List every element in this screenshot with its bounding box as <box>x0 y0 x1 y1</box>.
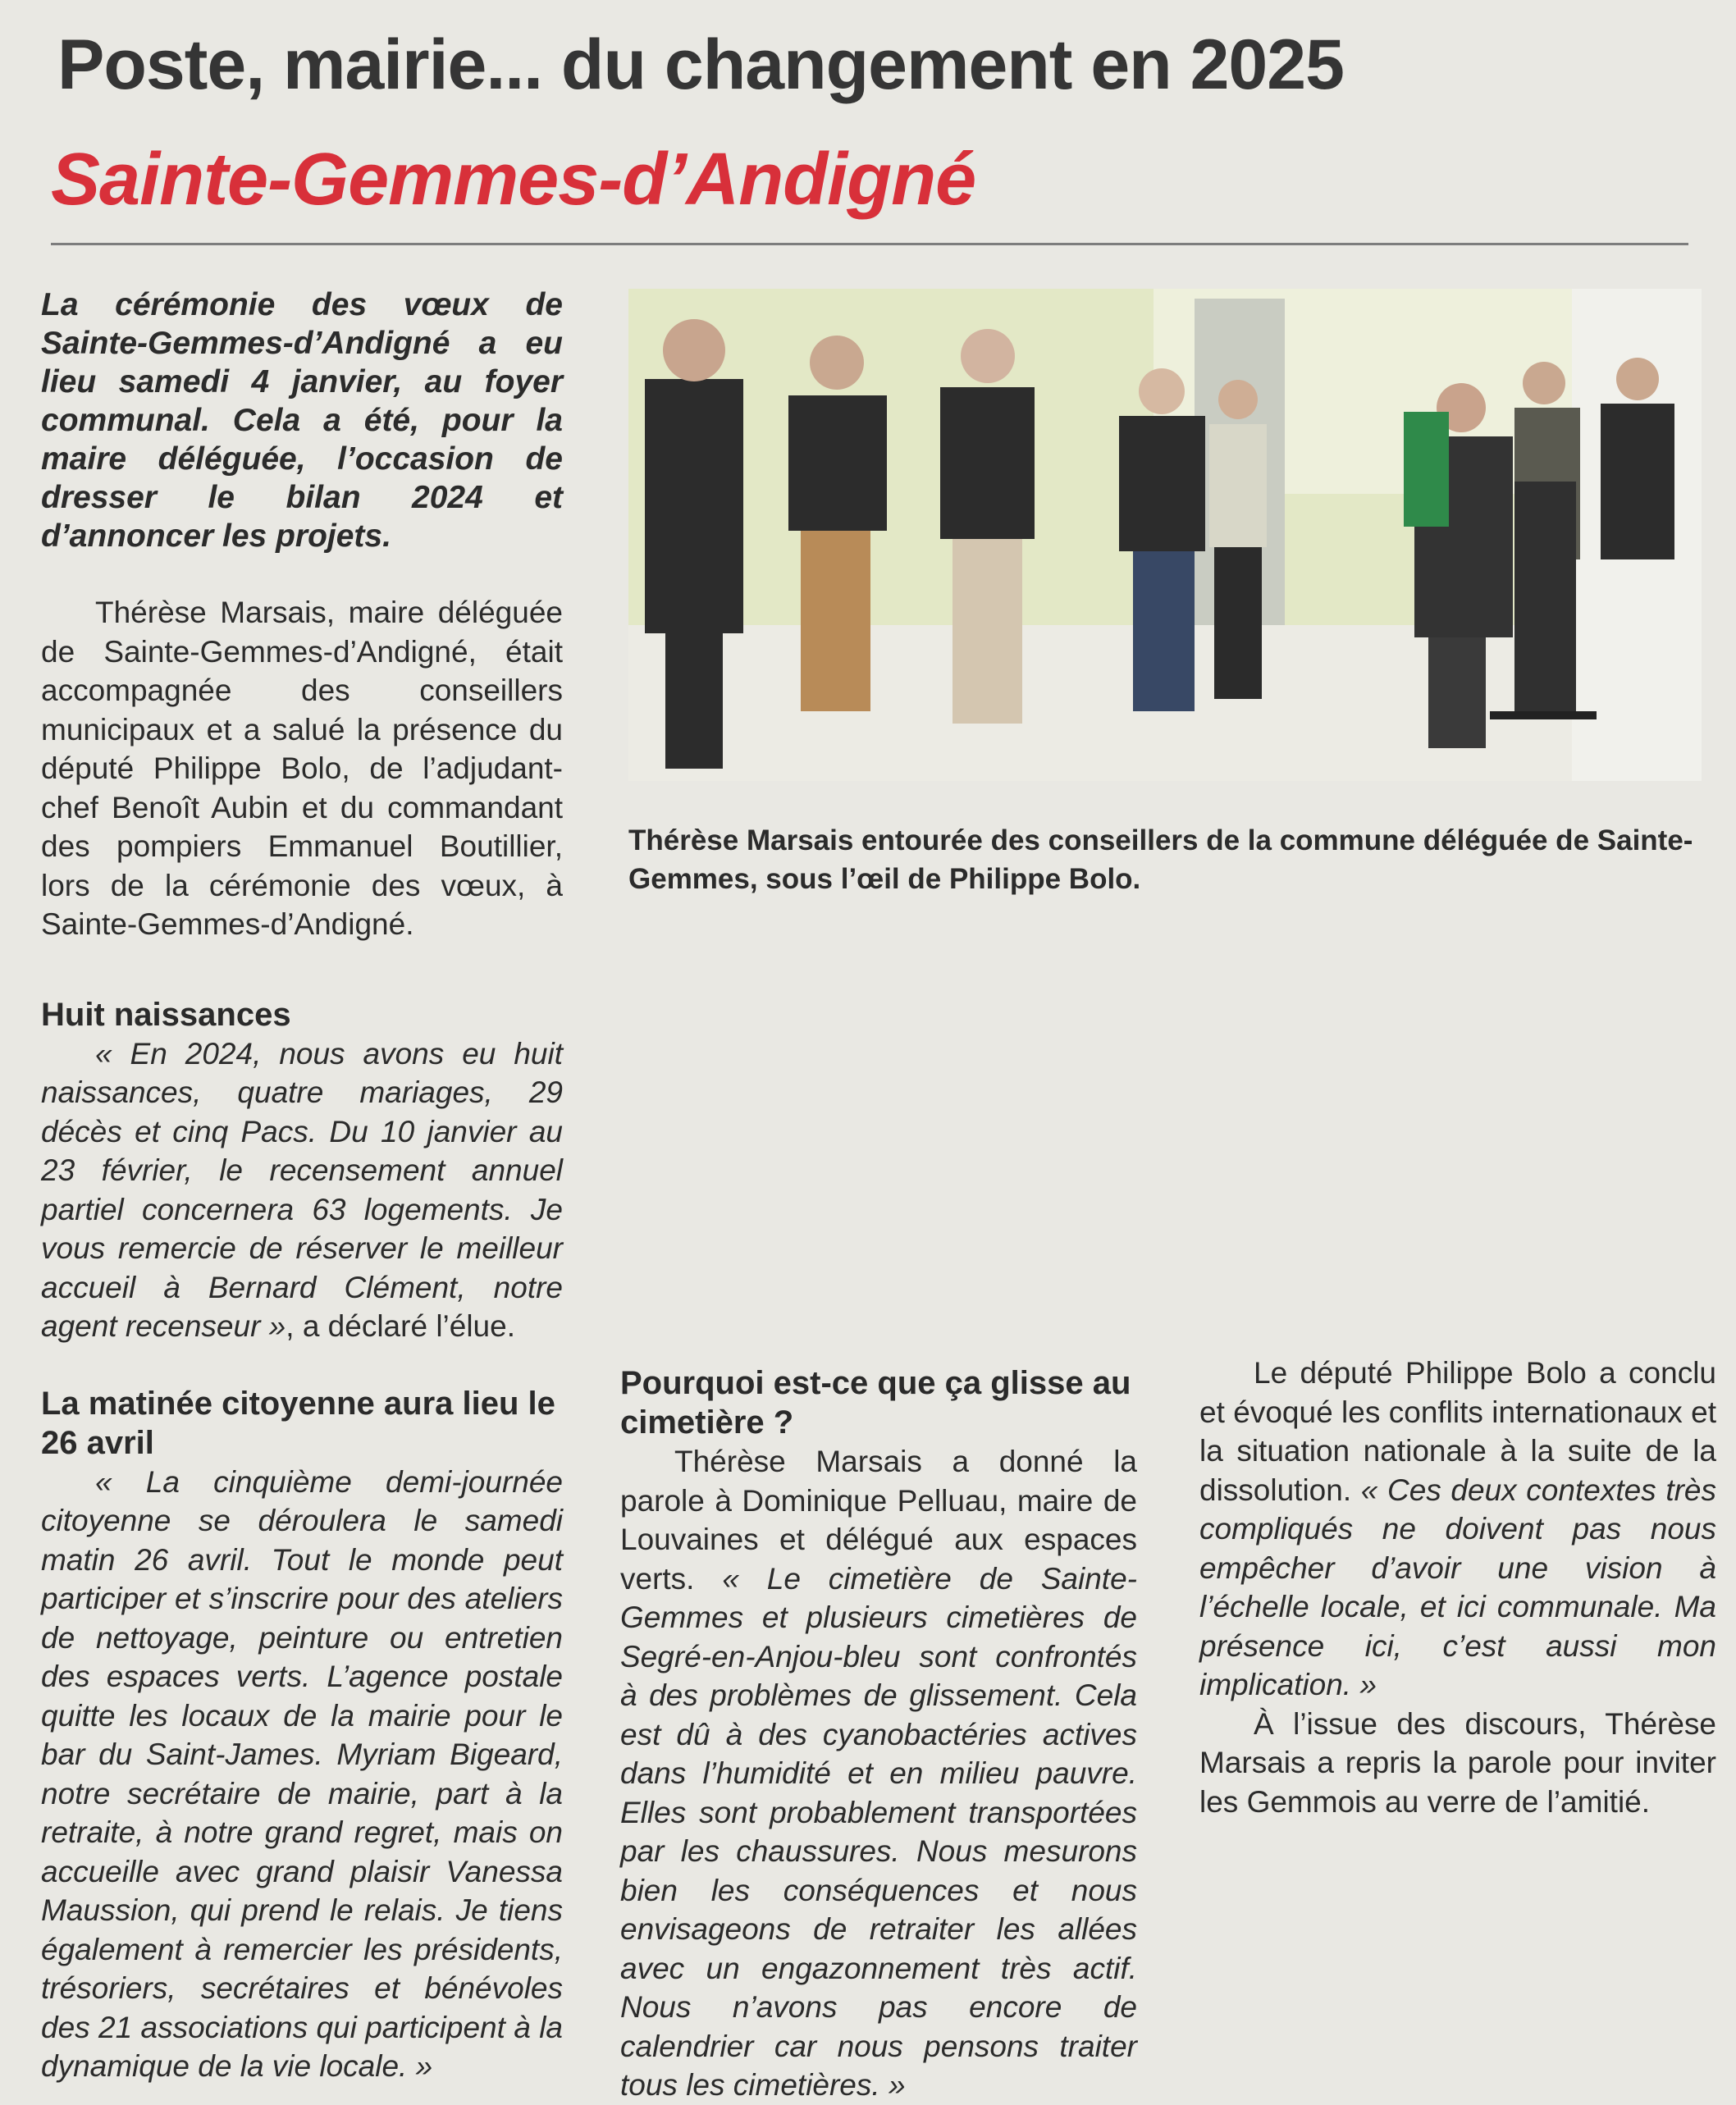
column-middle <box>620 953 1137 2105</box>
closing-paragraph: À l’issue des discours, Thérèse Marsais a repris la parole pour inviter les Gemmois au verre de l’amitié. <box>1199 1706 1716 1819</box>
section1-quote: « En 2024, nous avons eu huit naissances, quatre mariages, 29 décès et cinq Pacs. Du 10 janvier au 23 février, le recensement annuel partiel concernera 63 logements. Je vous remercie de réserver le meilleur accueil à Bernard Clément, notre agent recenseur » <box>41 1036 563 1343</box>
section3-lead: Thérèse Marsais a donné la parole à Dominique Pelluau, maire de Louvaines et délégué aux espaces verts. <box>620 1445 1137 1596</box>
subhead-matinee-citoyenne: La matinée citoyenne aura lieu le 26 avril <box>41 1385 555 1461</box>
conclusion-lead: Le député Philippe Bolo a conclu et évoqué les conflits internationaux et la situation nationale à la suite de la dissolution. <box>1199 1356 1716 1507</box>
article-headline: Poste, mairie... du changement en 2025 <box>57 25 1344 104</box>
subhead-huit-naissances: Huit naissances <box>41 996 291 1033</box>
town-name: Sainte-Gemmes-d’Andigné <box>51 139 976 221</box>
section3-paragraph <box>620 1442 1137 2105</box>
column-right <box>1199 1354 1716 1821</box>
conclusion-quote: « Ces deux contextes très compliqués ne doivent pas nous empêcher d’avoir une vision à l’échelle locale, et ici communale. Ma présence ici, c’est aussi mon implication. » <box>1199 1473 1717 1701</box>
photo-caption: Thérèse Marsais entourée des conseillers de la commune déléguée de Sainte-Gemmes, sous l’œil de Philippe Bolo. <box>628 824 1693 895</box>
section2-quote: « La cinquième demi-journée citoyenne se déroulera le samedi matin 26 avril. Tout le monde peut participer et s’inscrire pour des ateliers de nettoyage, peinture ou entretien des espaces verts. L’agence postale quitte les locaux de la mairie pour le bar du Saint-James. Myriam Bigeard, notre secrétaire de mairie, part à la retraite, à notre grand regret, mais on accueille avec grand plaisir Vanessa Maussion, qui prend le relais. Je tiens également à remercier les présidents, trésoriers, secrétaires et bénévoles des 21 associations qui participent à la dynamique de la vie locale. » <box>41 1464 563 2083</box>
header-divider <box>51 243 1688 245</box>
column-left <box>41 285 563 2086</box>
article-lead: La cérémonie des vœux de Sainte-Gemmes-d’Andigné a eu lieu samedi 4 janvier, au foyer communal. Cela a été, pour la maire déléguée, l’occasion de dresser le bilan 2024 et d’annoncer les projets. <box>41 287 563 554</box>
section1-paragraph <box>41 1034 563 1346</box>
subhead-cimetiere: Pourquoi est-ce que ça glisse au cimetière ? <box>620 1365 1131 1441</box>
ceremony-photo-illustration <box>628 289 1702 781</box>
intro-paragraph: Thérèse Marsais, maire déléguée de Sainte-Gemmes-d’Andigné, était accompagnée des conseillers municipaux et a salué la présence du député Philippe Bolo, de l’adjudant-chef Benoît Aubin et du commandant des pompiers Emmanuel Boutillier, lors de la cérémonie des vœux, à Sainte-Gemmes-d’Andigné. <box>41 596 563 941</box>
conclusion-paragraph <box>1199 1354 1716 1705</box>
section2-continuation-space <box>620 953 1137 1363</box>
section3-quote-start: « Le cimetière de Sainte-Gemmes et plusieurs cimetières de Segré-en-Anjou-bleu sont confrontés à des problèmes de glissement. Cela est dû à des cyanobactéries actives dans l’humidité et en milieu pauvre. Elles sont probablement transportées par les chaussures. Nous mesurons bien les conséquences et nous envisageons de retraiter les allées avec un engazonnement très actif. Nous n’avons pas encore de calendrier car nous pensons traiter tous les cimetières. » <box>620 1561 1137 2102</box>
section1-tail: , a déclaré l’élue. <box>286 1309 515 1343</box>
article-photo <box>628 289 1702 781</box>
